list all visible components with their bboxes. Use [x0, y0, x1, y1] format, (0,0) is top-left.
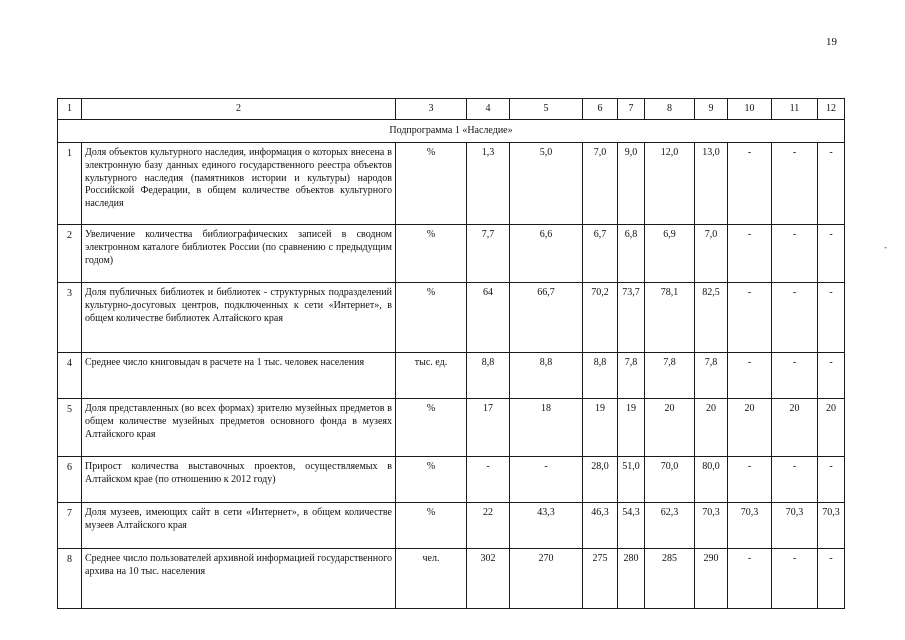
unit: %	[396, 503, 467, 549]
column-number: 1	[58, 99, 82, 120]
value-cell: 1,3	[467, 143, 510, 225]
value-cell: 18	[510, 399, 583, 457]
value-cell: 70,0	[645, 457, 695, 503]
table-row	[58, 143, 845, 225]
value-cell: 19	[583, 399, 618, 457]
margin-mark: -	[884, 242, 887, 252]
subprogram-title: Подпрограмма 1 «Наследие»	[58, 120, 845, 143]
value-cell: 82,5	[695, 283, 728, 353]
column-number: 4	[467, 99, 510, 120]
row-number: 1	[58, 143, 82, 225]
value-cell: -	[818, 143, 845, 225]
value-cell: 73,7	[618, 283, 645, 353]
value-cell: 7,0	[583, 143, 618, 225]
value-cell: 7,8	[695, 353, 728, 399]
value-cell: 19	[618, 399, 645, 457]
unit: %	[396, 143, 467, 225]
value-cell: 70,3	[728, 503, 772, 549]
value-cell: 43,3	[510, 503, 583, 549]
value-cell: -	[818, 353, 845, 399]
value-cell: 70,3	[772, 503, 818, 549]
value-cell: -	[772, 549, 818, 609]
value-cell: -	[772, 283, 818, 353]
value-cell: 80,0	[695, 457, 728, 503]
page-number: 19	[826, 36, 837, 48]
value-cell: 280	[618, 549, 645, 609]
value-cell: 20	[818, 399, 845, 457]
unit: тыс. ед.	[396, 353, 467, 399]
unit: %	[396, 457, 467, 503]
table-row	[58, 457, 845, 503]
value-cell: 6,7	[583, 225, 618, 283]
value-cell: 7,0	[695, 225, 728, 283]
value-cell: 9,0	[618, 143, 645, 225]
column-number: 2	[82, 99, 396, 120]
column-number: 5	[510, 99, 583, 120]
value-cell: -	[728, 225, 772, 283]
column-number: 9	[695, 99, 728, 120]
unit: %	[396, 225, 467, 283]
value-cell: 54,3	[618, 503, 645, 549]
value-cell: -	[728, 353, 772, 399]
unit: %	[396, 399, 467, 457]
value-cell: -	[728, 283, 772, 353]
column-number: 3	[396, 99, 467, 120]
indicator-name: Прирост количества выставочных проектов, осуществляемых в Алтайском крае (по отношению к 2012 году)	[82, 457, 396, 503]
value-cell: 270	[510, 549, 583, 609]
table-row	[58, 549, 845, 609]
value-cell: 12,0	[645, 143, 695, 225]
value-cell: -	[728, 549, 772, 609]
table-row	[58, 399, 845, 457]
value-cell: 20	[772, 399, 818, 457]
value-cell: 7,8	[645, 353, 695, 399]
row-number: 3	[58, 283, 82, 353]
column-number: 11	[772, 99, 818, 120]
unit: чел.	[396, 549, 467, 609]
value-cell: -	[818, 549, 845, 609]
column-number: 6	[583, 99, 618, 120]
value-cell: 13,0	[695, 143, 728, 225]
column-number: 8	[645, 99, 695, 120]
indicator-name: Среднее число пользователей архивной информацией государственного архива на 10 тыс. населения	[82, 549, 396, 609]
subprogram-row	[58, 120, 845, 143]
column-number: 7	[618, 99, 645, 120]
unit: %	[396, 283, 467, 353]
value-cell: 7,7	[467, 225, 510, 283]
value-cell: 46,3	[583, 503, 618, 549]
value-cell: 20	[645, 399, 695, 457]
value-cell: 285	[645, 549, 695, 609]
table-row	[58, 225, 845, 283]
indicator-name: Среднее число книговыдач в расчете на 1 тыс. человек населения	[82, 353, 396, 399]
value-cell: -	[818, 283, 845, 353]
column-number: 10	[728, 99, 772, 120]
value-cell: -	[467, 457, 510, 503]
value-cell: -	[772, 353, 818, 399]
value-cell: 70,3	[818, 503, 845, 549]
indicator-name: Увеличение количества библиографических записей в сводном электронном каталоге библиотек России (по сравнению с предыдущим годом)	[82, 225, 396, 283]
value-cell: 275	[583, 549, 618, 609]
row-number: 7	[58, 503, 82, 549]
row-number: 5	[58, 399, 82, 457]
value-cell: 302	[467, 549, 510, 609]
column-number: 12	[818, 99, 845, 120]
value-cell: 17	[467, 399, 510, 457]
indicator-name: Доля музеев, имеющих сайт в сети «Интернет», в общем количестве музеев Алтайского края	[82, 503, 396, 549]
table-row	[58, 503, 845, 549]
table-row	[58, 283, 845, 353]
value-cell: 70,3	[695, 503, 728, 549]
value-cell: -	[728, 457, 772, 503]
value-cell: 51,0	[618, 457, 645, 503]
value-cell: 7,8	[618, 353, 645, 399]
row-number: 4	[58, 353, 82, 399]
value-cell: -	[772, 457, 818, 503]
column-number-row	[58, 99, 845, 120]
row-number: 8	[58, 549, 82, 609]
value-cell: -	[772, 225, 818, 283]
value-cell: 28,0	[583, 457, 618, 503]
value-cell: 70,2	[583, 283, 618, 353]
value-cell: 6,6	[510, 225, 583, 283]
indicator-name: Доля представленных (во всех формах) зрителю музейных предметов в общем количестве музейных предметов основного фонда в музеях Алтайского края	[82, 399, 396, 457]
value-cell: 8,8	[510, 353, 583, 399]
indicator-name: Доля публичных библиотек и библиотек - структурных подразделений культурно-досуговых центров, подключенных к сети «Интернет», в общем количестве библиотек Алтайского края	[82, 283, 396, 353]
value-cell: 20	[728, 399, 772, 457]
value-cell: 78,1	[645, 283, 695, 353]
value-cell: -	[728, 143, 772, 225]
value-cell: 8,8	[583, 353, 618, 399]
value-cell: 20	[695, 399, 728, 457]
row-number: 2	[58, 225, 82, 283]
value-cell: -	[818, 457, 845, 503]
value-cell: 6,9	[645, 225, 695, 283]
value-cell: -	[772, 143, 818, 225]
value-cell: 5,0	[510, 143, 583, 225]
row-number: 6	[58, 457, 82, 503]
value-cell: 8,8	[467, 353, 510, 399]
value-cell: 290	[695, 549, 728, 609]
value-cell: 6,8	[618, 225, 645, 283]
table-row	[58, 353, 845, 399]
value-cell: -	[510, 457, 583, 503]
indicators-table	[57, 98, 845, 609]
value-cell: 66,7	[510, 283, 583, 353]
value-cell: 22	[467, 503, 510, 549]
value-cell: 64	[467, 283, 510, 353]
value-cell: -	[818, 225, 845, 283]
indicator-name: Доля объектов культурного наследия, информация о которых внесена в электронную базу данных единого государственного реестра объектов культурного наследия (памятников истории и культуры) народов Российской Федерации, в общем количестве объектов культурного наследия	[82, 143, 396, 225]
value-cell: 62,3	[645, 503, 695, 549]
